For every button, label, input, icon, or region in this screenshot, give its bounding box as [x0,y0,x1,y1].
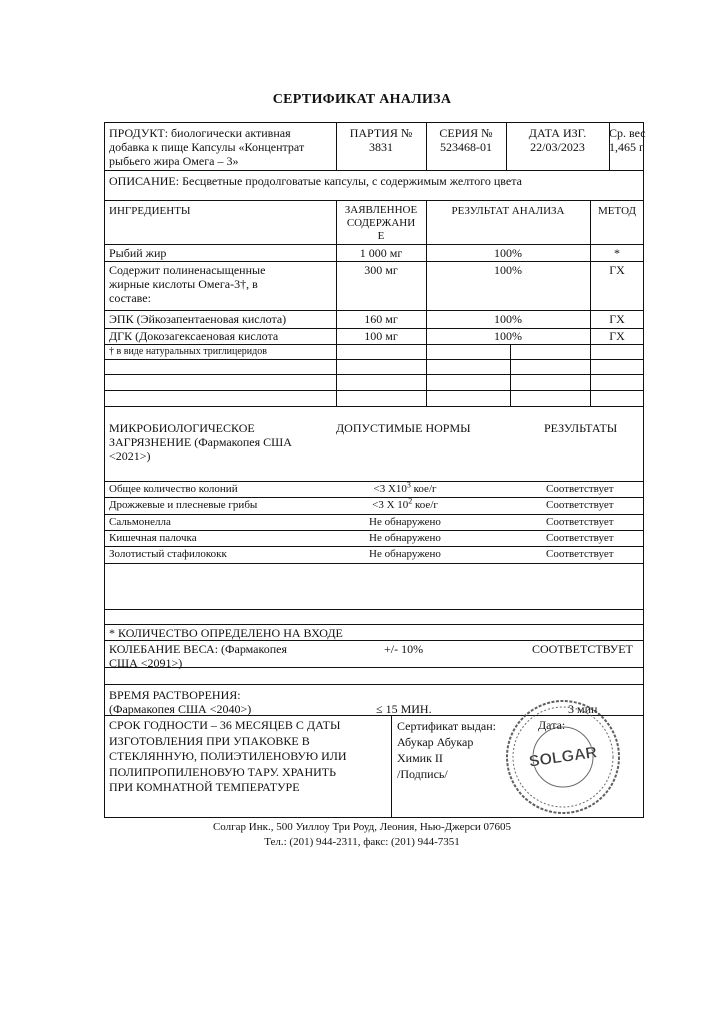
weight-variation-line: КОЛЕБАНИЕ ВЕСА: (Фармакопея [109,642,287,656]
ingredient-declared: 1 000 мг [359,246,403,260]
ingredient-name-line: составе: [109,291,151,305]
product-cell [109,126,334,168]
results-header: РЕЗУЛЬТАТЫ [544,421,618,435]
date-value: 22/03/2023 [530,140,585,154]
series-cell [426,126,506,154]
ingredient-method: ГХ [609,263,625,277]
declared-header-line: ЗАЯВЛЕННОЕ [344,204,418,216]
weight-variation-label [109,642,287,670]
micro-test-name: Золотистый стафилококк [109,548,227,560]
micro-result: Соответствует [546,483,614,495]
micro-result: Соответствует [546,532,614,544]
micro-header [109,421,292,463]
description: ОПИСАНИЕ: Бесцветные продолговатые капсулы, с содержимым желтого цвета [109,174,522,188]
dissolution-label [109,688,251,716]
dissolution-norm: ≤ 15 МИН. [376,702,432,716]
micro-test-name: Сальмонелла [109,516,171,528]
issuer-name: Абукар Абукар [397,735,474,749]
ingredient-method: * [614,246,620,260]
ingredient-result: 100% [494,263,522,277]
ingredient-name: Рыбий жир [109,246,167,260]
shelf-life-line: СТЕКЛЯННУЮ, ПОЛИЭТИЛЕНОВУЮ ИЛИ [109,749,347,763]
micro-result: Соответствует [546,499,614,511]
triglycerides-footnote: † в виде натуральных триглицеридов [109,346,267,357]
date-cell [506,126,609,154]
ingredient-name [109,263,265,305]
ingredient-declared: 160 мг [364,312,398,326]
micro-result: Соответствует [546,548,614,560]
declared-header-line: Е [377,230,385,242]
batch-cell [336,126,426,154]
ingredient-result: 100% [494,246,522,260]
ingredient-declared: 100 мг [364,329,398,343]
ingredient-name: ЭПК (Эйкозапентаеновая кислота) [109,312,287,326]
footer-address: Солгар Инк., 500 Уиллоу Три Роуд, Леония, Нью-Джерси 07605 [212,821,512,833]
batch-label: ПАРТИЯ № [349,126,413,140]
product-line: рыбьего жира Омега – 3» [109,154,239,168]
weight-cell [609,126,644,154]
input-note: * КОЛИЧЕСТВО ОПРЕДЕЛЕНО НА ВХОДЕ [109,626,343,640]
declared-header-line: СОДЕРЖАНИ [346,217,416,229]
stamp-brand-text: SOLGAR [527,744,599,771]
micro-header-line: <2021>) [109,449,151,463]
micro-header-line: МИКРОБИОЛОГИЧЕСКОЕ [109,421,255,435]
issuer-position: Химик II [397,751,443,765]
shelf-life-line: ПОЛИПРОПИЛЕНОВУЮ ТАРУ. ХРАНИТЬ [109,764,337,779]
micro-result: Соответствует [546,516,614,528]
series-label: СЕРИЯ № [439,126,493,140]
ingredient-method: ГХ [609,312,625,326]
batch-value: 3831 [369,140,393,154]
shelf-life-line: СРОК ГОДНОСТИ – 36 МЕСЯЦЕВ С ДАТЫ [109,718,341,732]
dissolution-result: 3 мин [568,702,598,716]
dissolution-line: (Фармакопея США <2040>) [109,702,252,716]
issued-by [397,718,496,782]
micro-norm: Не обнаружено [369,548,441,560]
product-line: ПРОДУКТ: биологически активная [109,126,291,140]
document-title: СЕРТИФИКАТ АНАЛИЗА [272,92,452,107]
micro-norm: Не обнаружено [369,532,441,544]
micro-header-line: ЗАГРЯЗНЕНИЕ (Фармакопея США [109,435,292,449]
ingredient-result: 100% [494,329,522,343]
footer-phones: Тел.: (201) 944-2311, факс: (201) 944-7351 [264,836,460,848]
date-label: ДАТА ИЗГ. [528,126,587,140]
declared-header [336,204,426,243]
dissolution-line: ВРЕМЯ РАСТВОРЕНИЯ: [109,688,241,702]
ingredient-name: ДГК (Докозагексаеновая кислота [109,329,279,343]
micro-norm: <3 $X10^3$ кое/г [373,480,437,495]
shelf-life-line: ПРИ КОМНАТНОЙ ТЕМПЕРАТУРЕ [109,780,300,794]
micro-test-name: Дрожжевые и плесневые грибы [109,499,258,511]
weight-label: Ср. вес [609,126,646,140]
ingredient-declared: 300 мг [364,263,398,277]
ingredient-result: 100% [494,312,522,326]
issuer-signature: /Подпись/ [397,767,448,781]
norms-header: ДОПУСТИМЫЕ НОРМЫ [336,421,471,435]
product-line: добавка к пище Капсулы «Концентрат [109,140,305,154]
ingredient-method: ГХ [609,329,625,343]
weight-variation-result: СООТВЕТСТВУЕТ [532,642,633,656]
solgar-stamp [504,698,622,816]
ingredients-header: ИНГРЕДИЕНТЫ [109,205,191,217]
weight-value: 1,465 г [609,140,644,154]
issued-date-label: Дата: [538,718,566,732]
result-header: РЕЗУЛЬТАТ АНАЛИЗА [451,205,565,217]
method-header: МЕТОД [598,205,636,217]
ingredient-name-line: Содержит полиненасыщенные [109,263,266,277]
shelf-life [109,718,347,796]
ingredient-name-line: жирные кислоты Омега-3†, в [109,277,258,291]
shelf-life-line: ИЗГОТОВЛЕНИЯ ПРИ УПАКОВКЕ В [109,733,310,748]
micro-test-name: Кишечная палочка [109,532,197,544]
micro-norm: Не обнаружено [369,516,441,528]
weight-variation-line: США <2091>) [109,656,183,670]
issued-label: Сертификат выдан: [397,719,497,733]
micro-norm: <3 X $10^2$ кое/г [372,496,438,511]
micro-test-name: Общее количество колоний [109,483,238,495]
series-value: 523468-01 [440,140,492,154]
weight-variation-norm: +/- 10% [384,642,424,656]
